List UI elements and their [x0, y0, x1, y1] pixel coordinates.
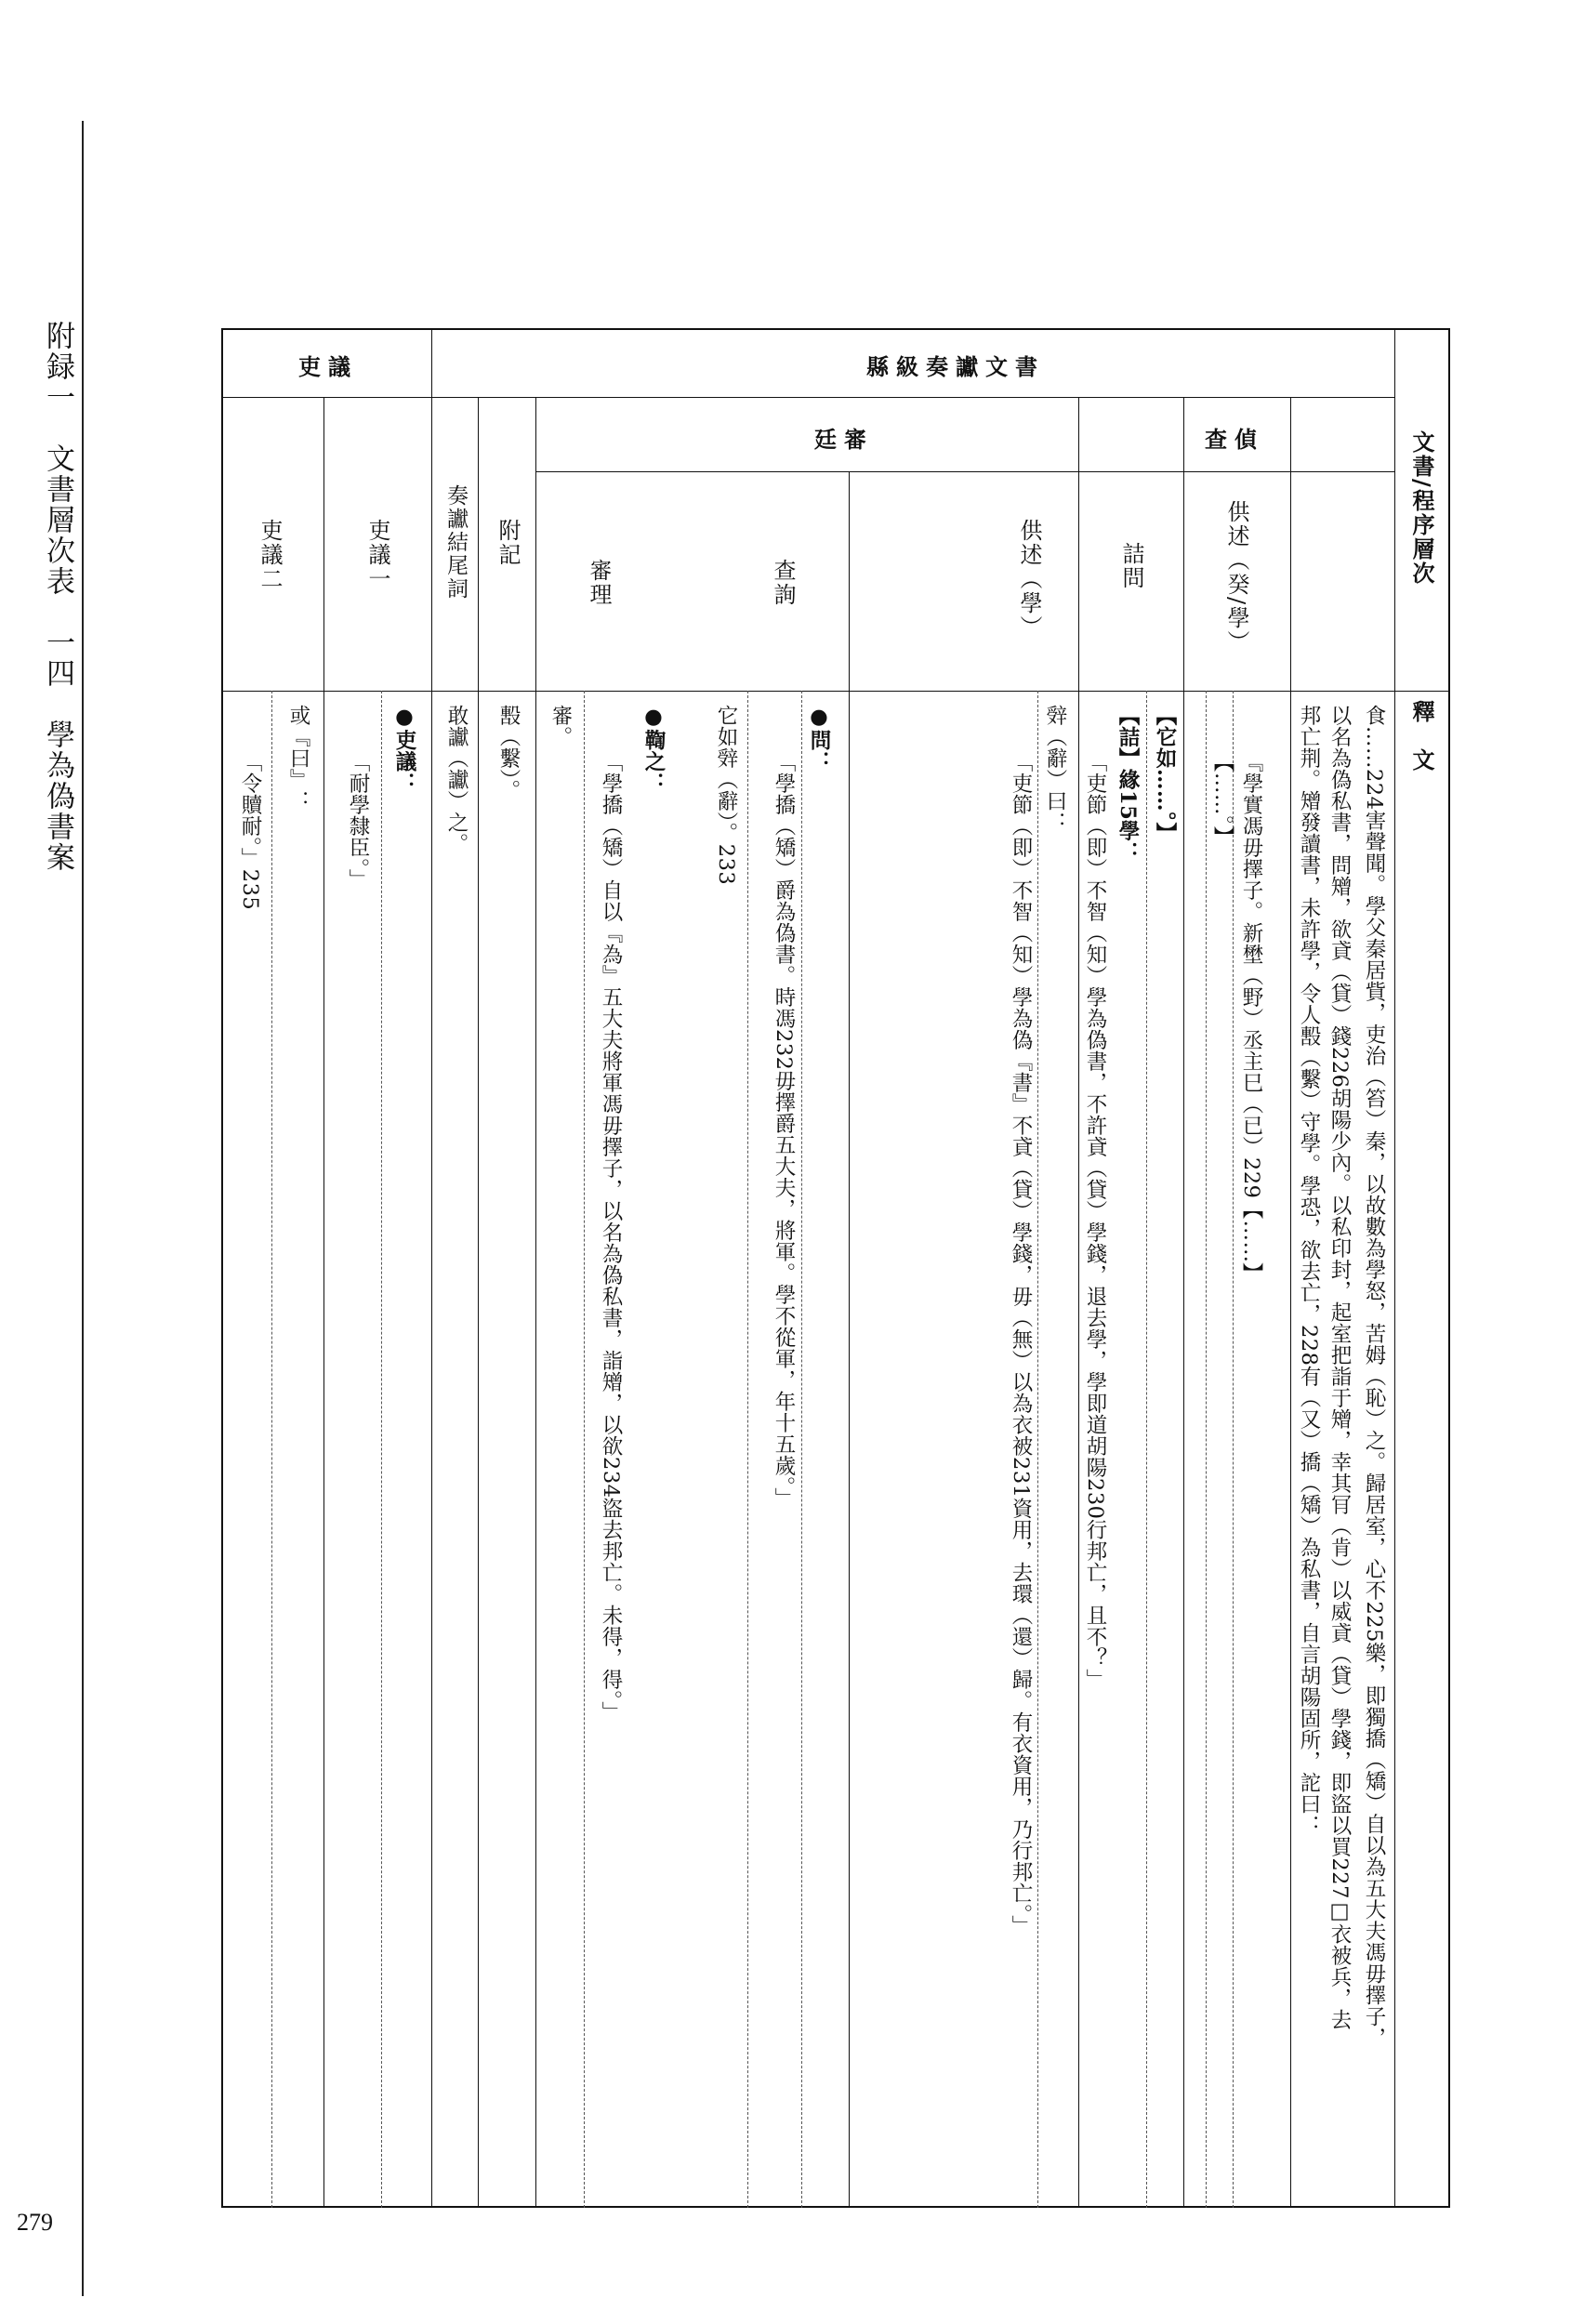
header-liyi2: 吏議二: [257, 519, 283, 591]
text-liyi1-line-1: ●吏議：: [392, 705, 416, 794]
header-tingshen: 廷審: [814, 426, 874, 453]
text-gongshu-line-4: 『學實馮毋擇子。新壄（野）丞主巳（已）229【……】: [1239, 751, 1263, 1285]
dash-c1: [801, 691, 802, 2208]
header-liyi1: 吏議一: [364, 519, 390, 591]
header-zhaying: 查偵: [1205, 426, 1264, 453]
header-lii: 吏議: [298, 353, 358, 380]
dash-l1: [381, 691, 382, 2208]
text-chaxun-line-2: 「學撟（矯）爵為偽書。時馮232毋擇爵五大夫，將軍。學不從軍，年十五歲。」: [772, 751, 796, 1510]
document-level-table: [221, 328, 1450, 2208]
text-jieweici: 敢讞（讞）之。: [444, 705, 469, 854]
header-county: 縣級奏讞文書: [866, 353, 1045, 380]
header-shiwen: 釋 文: [1408, 700, 1435, 772]
text-fuji: 毄（繫）。: [496, 705, 521, 801]
header-fuji: 附記: [495, 519, 521, 567]
rule-v-chaxun: [849, 471, 850, 2208]
rule-v-fuji: [478, 397, 479, 2208]
page-number: 279: [17, 2209, 53, 2236]
text-jiewen-line-2: 「吏節（即）不智（知）學為偽書，不許貣（貸）學錢，退去學，學即道胡陽230行邦亡，且不？」: [1083, 751, 1107, 1691]
text-shenli-line-3: 審。: [548, 705, 573, 747]
dash-x1: [1037, 691, 1038, 2208]
margin-rule: [82, 121, 84, 2296]
text-gongshu-xue-line-2: 「吏節（即）不智（知）學為偽『書』不貣（貸）學錢，毋（無）以為衣被231資用，去環（還）歸。有衣資用，乃行邦亡。」: [1009, 751, 1033, 1937]
rule-v-level: [1394, 328, 1395, 2208]
table-frame: [221, 328, 1450, 2208]
text-liyi2-line-1: 或『曰』：: [286, 705, 310, 812]
text-chaxun-line-1: ●問：: [807, 705, 831, 772]
dash-s1: [584, 691, 585, 2208]
text-gongshu-line-6: 【它如……。】: [1153, 705, 1177, 844]
dash-l2: [271, 691, 272, 2208]
rule-v-gongshu: [1290, 397, 1291, 2208]
rule-v-liyi: [323, 397, 324, 2208]
rule-h1: [221, 397, 1394, 398]
header-shenli: 審理: [586, 559, 612, 607]
running-head: 附録一 文書層次表 一四 學為偽書案: [41, 321, 74, 873]
header-chaxun: 查詢: [770, 559, 796, 607]
rule-v-zhaying: [1078, 397, 1079, 2208]
text-chaxun-line-3: 它如辤（辭）。233: [714, 705, 738, 886]
text-gongshu-line-5: 【……。】: [1210, 751, 1234, 848]
header-jiewen: 詰問: [1118, 542, 1144, 590]
header-gongshu-xue: 供述（學）: [1016, 519, 1042, 640]
rule-v-county: [431, 328, 432, 2208]
dash-j1: [1146, 691, 1147, 2208]
text-gongshu-xue-line-1: 辤（辭）曰：: [1043, 705, 1067, 833]
rule-h3: [221, 691, 1450, 692]
rule-h2: [535, 471, 1394, 472]
header-gongshu-gui-xue: 供述（癸/學）: [1223, 500, 1249, 655]
dash-c2: [747, 691, 748, 2208]
text-shenli-line-2: 「學撟（矯）自以『為』五大夫將軍馮毋擇子，以名為偽私書，詣矰，以欲234盜去邦亡。未得，得。」: [599, 751, 623, 1723]
text-gongshu-line-1: 食……224害聲聞。學父秦居貲，吏治（笞）秦，以故數為學怒，苦姆（恥）之。歸居室，心不225樂，即獨撟（矯）自以為五大夫馮毋擇子，: [1362, 705, 1386, 2049]
header-jieweici: 奏讞結尾詞: [443, 484, 468, 601]
rule-v-tingshen: [535, 397, 536, 2208]
text-shenli-line-1: ●鞫之：: [641, 705, 666, 794]
text-gongshu-line-2: 以名為偽私書，問矰，欲貣（貸）錢226胡陽少內。以私印封，起室把詣于矰，幸其肎（肯）以威貣（貸）學錢，即盜以買227□衣被兵，去: [1327, 705, 1352, 2031]
header-doc-level: 文書/程序層次: [1408, 430, 1435, 586]
text-liyi1-line-2: 「耐學隸臣。」: [346, 751, 370, 891]
rule-v-jiewen: [1183, 397, 1184, 2208]
dash-g2: [1206, 691, 1207, 2208]
text-liyi2-line-2: 「令贖耐。」235: [238, 751, 262, 911]
text-jiewen-line-1: 【詰】緣15學：: [1116, 705, 1140, 864]
text-gongshu-line-3: 邦亡荆。矰發讀書，未許學，令人毄（繫）守學。學恐，欲去亡，228有（又）撟（矯）為私書，自言胡陽固所，詑曰：: [1297, 705, 1321, 1837]
